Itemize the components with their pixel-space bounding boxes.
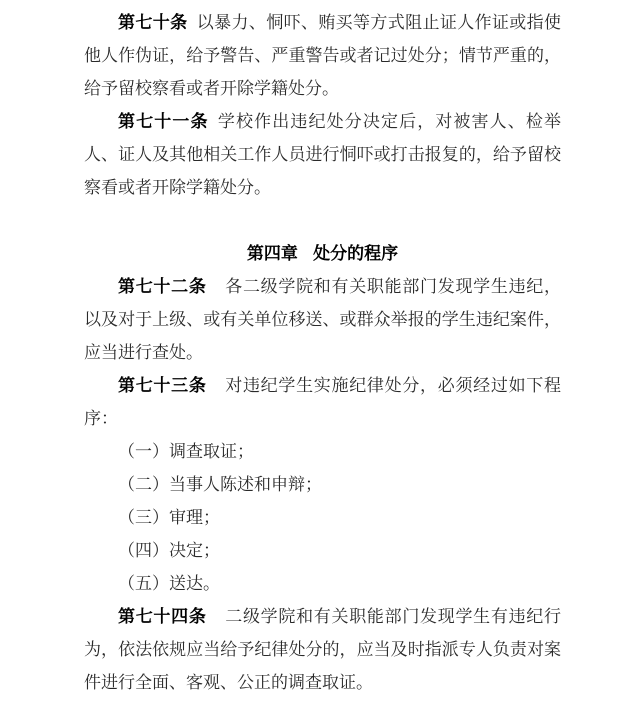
chapter-title: 处分的程序 <box>313 244 399 263</box>
procedure-step-2: （二）当事人陈述和申辩； <box>118 475 322 494</box>
article-73-number: 第七十三条 <box>118 376 207 395</box>
article-paragraph-74 <box>84 600 561 699</box>
article-74-text: 二级学院和有关职能部门发现学生有违纪行为，依法依规应当给予纪律处分的，应当及时指派专人负责对案件进行全面、客观、公正的调查取证。 <box>84 607 561 692</box>
article-72-number: 第七十二条 <box>118 277 207 296</box>
article-71-number: 第七十一条 <box>118 112 209 131</box>
article-73-text: 对违纪学生实施纪律处分，必须经过如下程序： <box>84 376 561 428</box>
article-71-text: 学校作出违纪处分决定后，对被害人、检举人、证人及其他相关工作人员进行恫吓或打击报复的，给予留校察看或者开除学籍处分。 <box>84 112 561 197</box>
article-paragraph-72 <box>84 270 561 369</box>
article-70-number: 第七十条 <box>118 13 188 32</box>
chapter-heading <box>84 237 561 270</box>
procedure-step-4: （四）决定； <box>118 541 220 560</box>
procedure-step-1: （一）调查取证； <box>118 442 254 461</box>
procedure-step-3: （三）审理； <box>118 508 220 527</box>
article-72-text: 各二级学院和有关职能部门发现学生违纪，以及对于上级、或有关单位移送、或群众举报的学生违纪案件，应当进行查处。 <box>84 277 561 362</box>
procedure-step-5: （五）送达。 <box>118 574 220 593</box>
article-74-number: 第七十四条 <box>118 607 207 626</box>
article-70-text: 以暴力、恫吓、贿买等方式阻止证人作证或指使他人作伪证，给予警告、严重警告或者记过处分；情节严重的，给予留校察看或者开除学籍处分。 <box>84 13 562 98</box>
article-paragraph-71 <box>84 105 561 204</box>
article-paragraph-70 <box>84 6 561 105</box>
article-paragraph-73 <box>84 369 561 435</box>
chapter-number: 第四章 <box>246 244 298 263</box>
